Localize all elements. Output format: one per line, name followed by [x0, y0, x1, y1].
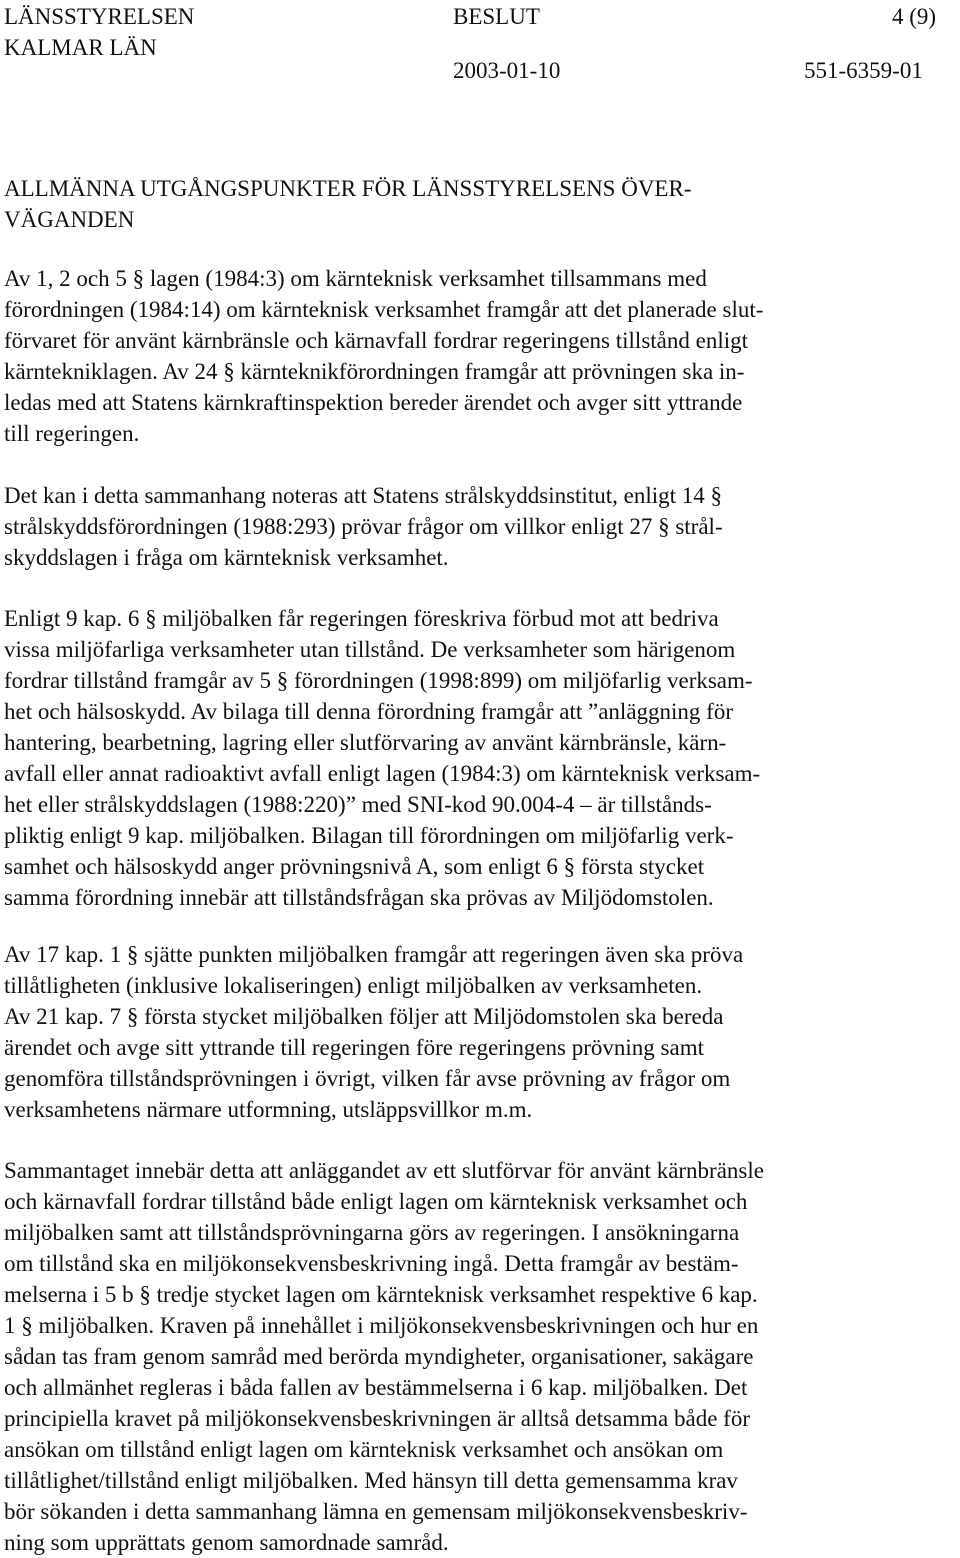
text-line: fordrar tillstånd framgår av 5 § förordningen (1998:899) om miljöfarlig verksam- — [4, 668, 753, 693]
text-line: Av 1, 2 och 5 § lagen (1984:3) om kärnteknisk verksamhet tillsammans med — [4, 266, 707, 291]
text-line: tillåtlighet/tillstånd enligt miljöbalken. Med hänsyn till detta gemensamma krav — [4, 1468, 738, 1493]
text-line: Det kan i detta sammanhang noteras att Statens strålskyddsinstitut, enligt 14 § — [4, 483, 722, 508]
page-number: 4 (9) — [892, 4, 937, 29]
decision-date: 2003-01-10 — [453, 58, 561, 83]
text-line: ning som upprättats genom samordnade samråd. — [4, 1530, 449, 1555]
text-line: genomföra tillståndsprövningen i övrigt, vilken får avse prövning av frågor om — [4, 1066, 731, 1091]
paragraph-licensing-nuclear — [4, 263, 763, 449]
text-line: sådan tas fram genom samråd med berörda myndigheter, organisationer, sakägare — [4, 1344, 754, 1369]
paragraph-summary — [4, 1155, 764, 1558]
text-line: samma förordning innebär att tillståndsfrågan ska prövas av Miljödomstolen. — [4, 885, 714, 910]
section-heading — [4, 173, 691, 235]
text-line: principiella kravet på miljökonsekvensbeskrivningen är alltså detsamma både för — [4, 1406, 750, 1431]
text-line: Enligt 9 kap. 6 § miljöbalken får regeringen föreskriva förbud mot att bedriva — [4, 606, 719, 631]
heading-line: VÄGANDEN — [4, 207, 135, 232]
heading-line: ALLMÄNNA UTGÅNGSPUNKTER FÖR LÄNSSTYRELSENS ÖVER- — [4, 176, 692, 201]
text-line: ledas med att Statens kärnkraftinspektion bereder ärendet och avger sitt yttrande — [4, 390, 743, 415]
text-line: avfall eller annat radioaktivt avfall enligt lagen (1984:3) om kärnteknisk verksam- — [4, 761, 761, 786]
text-line: förordningen (1984:14) om kärnteknisk verksamhet framgår att det planerade slut- — [4, 297, 764, 322]
paragraph-environmental-code — [4, 603, 760, 913]
text-line: Av 21 kap. 7 § första stycket miljöbalken följer att Miljödomstolen ska bereda — [4, 1004, 724, 1029]
text-line: melserna i 5 b § tredje stycket lagen om kärnteknisk verksamhet respektive 6 kap. — [4, 1282, 758, 1307]
text-line: het och hälsoskydd. Av bilaga till denna förordning framgår att ”anläggning för — [4, 699, 733, 724]
document-type: BESLUT — [453, 4, 540, 29]
text-line: bör sökanden i detta sammanhang lämna en gemensam miljökonsekvensbeskriv- — [4, 1499, 748, 1524]
text-line: samhet och hälsoskydd anger prövningsnivå A, som enligt 6 § första stycket — [4, 854, 705, 879]
text-line: och kärnavfall fordrar tillstånd både enligt lagen om kärnteknisk verksamhet och — [4, 1189, 748, 1214]
text-line: 1 § miljöbalken. Kraven på innehållet i miljökonsekvensbeskrivningen och hur en — [4, 1313, 759, 1338]
text-line: verksamhetens närmare utformning, utsläppsvillkor m.m. — [4, 1097, 533, 1122]
text-line: tillåtligheten (inklusive lokaliseringen) enligt miljöbalken av verksamheten. — [4, 973, 703, 998]
case-number: 551-6359-01 — [804, 58, 923, 83]
county-name: KALMAR LÄN — [4, 35, 157, 60]
text-line: Av 17 kap. 1 § sjätte punkten miljöbalken framgår att regeringen även ska pröva — [4, 942, 744, 967]
text-line: ärendet och avge sitt yttrande till regeringen före regeringens prövning samt — [4, 1035, 704, 1060]
text-line: vissa miljöfarliga verksamheter utan tillstånd. De verksamheter som härigenom — [4, 637, 736, 662]
text-line: Sammantaget innebär detta att anläggandet av ett slutförvar för använt kärnbränsle — [4, 1158, 764, 1183]
text-line: hantering, bearbetning, lagring eller slutförvaring av använt kärnbränsle, kärn- — [4, 730, 727, 755]
text-line: strålskyddsförordningen (1988:293) prövar frågor om villkor enligt 27 § strål- — [4, 514, 723, 539]
text-line: het eller strålskyddslagen (1988:220)” med SNI-kod 90.004-4 – är tillstånds- — [4, 792, 712, 817]
text-line: ansökan om tillstånd enligt lagen om kärnteknisk verksamhet och ansökan om — [4, 1437, 724, 1462]
text-line: förvaret för använt kärnbränsle och kärnavfall fordrar regeringens tillstånd enligt — [4, 328, 748, 353]
authority-name: LÄNSSTYRELSEN — [4, 4, 195, 29]
text-line: till regeringen. — [4, 421, 140, 446]
text-line: skyddslagen i fråga om kärnteknisk verksamhet. — [4, 545, 449, 570]
paragraph-radiation-protection — [4, 480, 723, 573]
text-line: om tillstånd ska en miljökonsekvensbeskrivning ingå. Detta framgår av bestäm- — [4, 1251, 739, 1276]
paragraph-permissibility — [4, 939, 743, 1125]
text-line: pliktig enligt 9 kap. miljöbalken. Bilagan till förordningen om miljöfarlig verk- — [4, 823, 734, 848]
text-line: och allmänhet regleras i båda fallen av bestämmelserna i 6 kap. miljöbalken. Det — [4, 1375, 748, 1400]
text-line: miljöbalken samt att tillståndsprövningarna görs av regeringen. I ansökningarna — [4, 1220, 740, 1245]
text-line: kärntekniklagen. Av 24 § kärnteknikförordningen framgår att prövningen ska in- — [4, 359, 745, 384]
